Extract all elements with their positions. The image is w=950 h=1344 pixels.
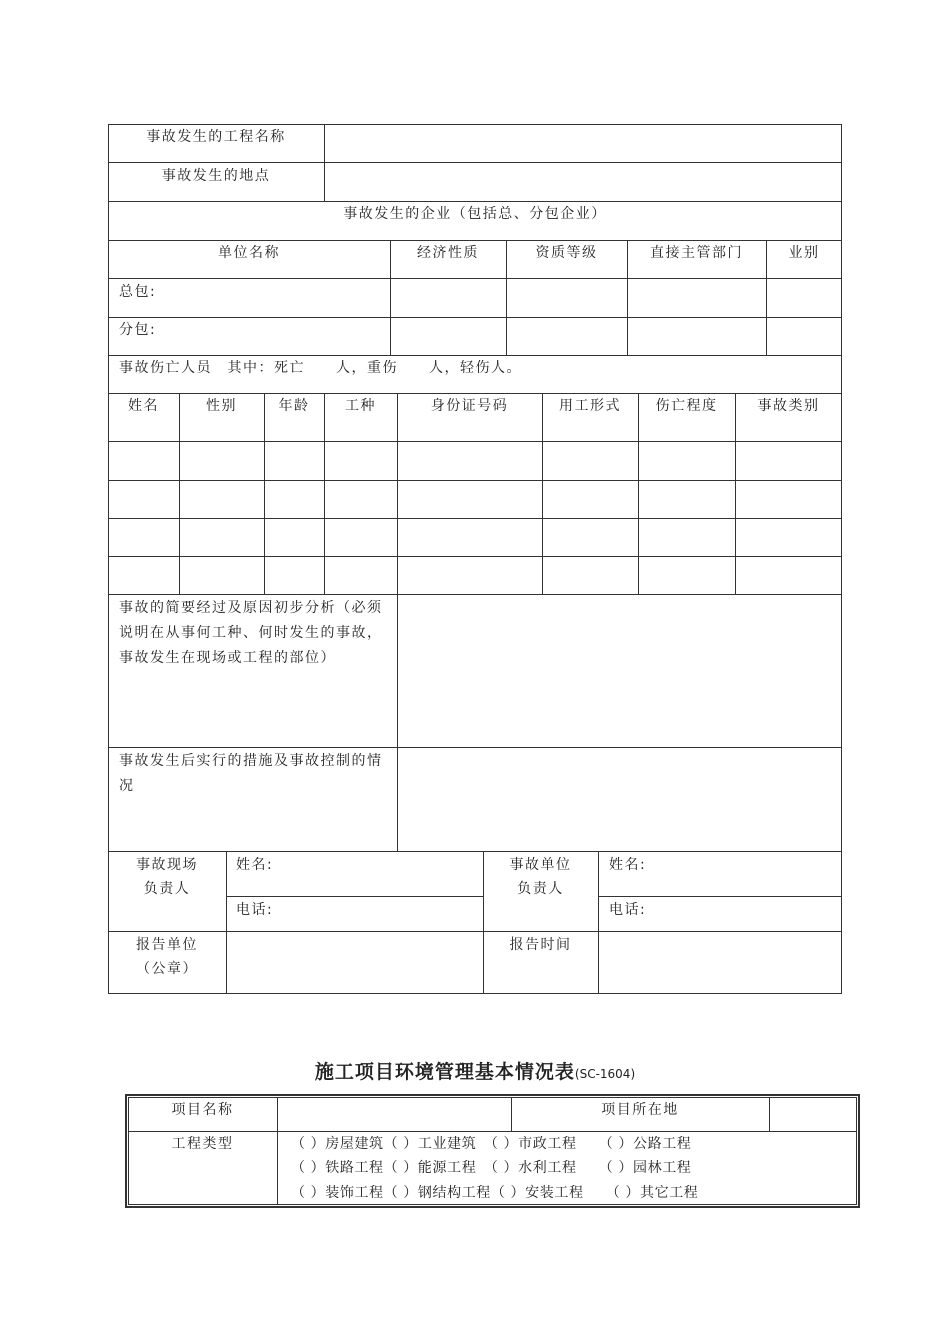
project-type-options: （ ）装饰工程（ ）钢结构工程（ ）安装工程 （ ）其它工程: [291, 1185, 699, 1201]
process-label: 事故的简要经过及原因初步分析（必须说明在从事何工种、何时发生的事故，事故发生在现场或工程的部位）: [119, 600, 383, 666]
col-divider: [397, 393, 398, 851]
col-divider: [324, 124, 325, 201]
unit-person-name-label: 姓名:: [609, 857, 647, 873]
col-trade: 工种: [345, 398, 376, 414]
col-divider: [638, 393, 639, 594]
col-divider: [542, 393, 543, 594]
site-person-label: 负责人: [143, 881, 191, 897]
row-divider: [108, 317, 842, 318]
site-person-name-label: 姓名:: [236, 857, 274, 873]
col-qualification-level: 资质等级: [535, 245, 598, 261]
env-table-code: (SC-1604): [574, 1067, 636, 1081]
report-unit-label: 报告单位: [136, 937, 198, 953]
col-divider: [769, 1097, 770, 1131]
col-divider: [735, 393, 736, 594]
col-divider: [598, 851, 599, 994]
env-project-name-label: 项目名称: [171, 1102, 234, 1118]
row-divider: [108, 594, 842, 595]
col-id-number: 身份证号码: [430, 398, 509, 414]
row-divider: [598, 896, 842, 897]
site-person-phone-label: 电话:: [236, 902, 274, 918]
row-divider: [108, 747, 842, 748]
row-divider: [108, 931, 842, 932]
col-age: 年龄: [278, 398, 310, 414]
enterprise-header: 事故发生的企业（包括总、分包企业）: [343, 206, 607, 222]
col-name: 姓名: [128, 398, 159, 414]
env-project-type-label: 工程类型: [171, 1136, 234, 1152]
project-type-options: （ ）房屋建筑（ ）工业建筑 （ ）市政工程 （ ）公路工程: [291, 1136, 692, 1152]
col-unit-name: 单位名称: [218, 245, 280, 261]
project-type-options: （ ）铁路工程（ ）能源工程 （ ）水利工程 （ ）园林工程: [291, 1160, 692, 1176]
col-supervising-dept: 直接主管部门: [650, 245, 743, 261]
row-divider: [108, 278, 842, 279]
project-name-label: 事故发生的工程名称: [146, 129, 286, 145]
col-divider: [179, 393, 180, 594]
env-table-title: [0, 1057, 950, 1084]
col-divider: [226, 851, 227, 994]
col-industry: 业别: [788, 245, 820, 261]
col-injury-degree: 伤亡程度: [655, 398, 718, 414]
row-divider: [108, 556, 842, 557]
env-table-title-text: 施工项目环境管理基本情况表: [314, 1061, 575, 1083]
col-divider: [324, 393, 325, 594]
casualty-summary: 事故伤亡人员 其中：死亡 人，重伤 人，轻伤人。: [119, 360, 522, 376]
col-divider: [277, 1097, 278, 1205]
col-employment-type: 用工形式: [559, 398, 621, 414]
row-divider: [108, 518, 842, 519]
measures-label: 事故发生后实行的措施及事故控制的情况: [119, 753, 383, 794]
unit-person-label: 负责人: [517, 881, 564, 897]
col-gender: 性别: [206, 398, 237, 414]
report-time-label: 报告时间: [509, 937, 572, 953]
row-divider: [108, 441, 842, 442]
subcontractor-label: 分包:: [119, 322, 157, 338]
location-label: 事故发生的地点: [161, 168, 271, 184]
row-divider: [108, 480, 842, 481]
row-divider: [226, 896, 483, 897]
row-divider: [108, 851, 842, 852]
col-economic-nature: 经济性质: [417, 245, 479, 261]
col-divider: [264, 393, 265, 594]
unit-person-phone-label: 电话:: [609, 902, 647, 918]
general-contractor-label: 总包:: [119, 284, 157, 300]
env-project-location-label: 项目所在地: [601, 1102, 679, 1118]
col-accident-category: 事故类别: [757, 398, 820, 414]
report-unit-seal-label: （公章）: [136, 961, 198, 977]
unit-person-label: 事故单位: [509, 857, 572, 873]
row-divider: [108, 162, 842, 163]
site-person-label: 事故现场: [136, 857, 198, 873]
